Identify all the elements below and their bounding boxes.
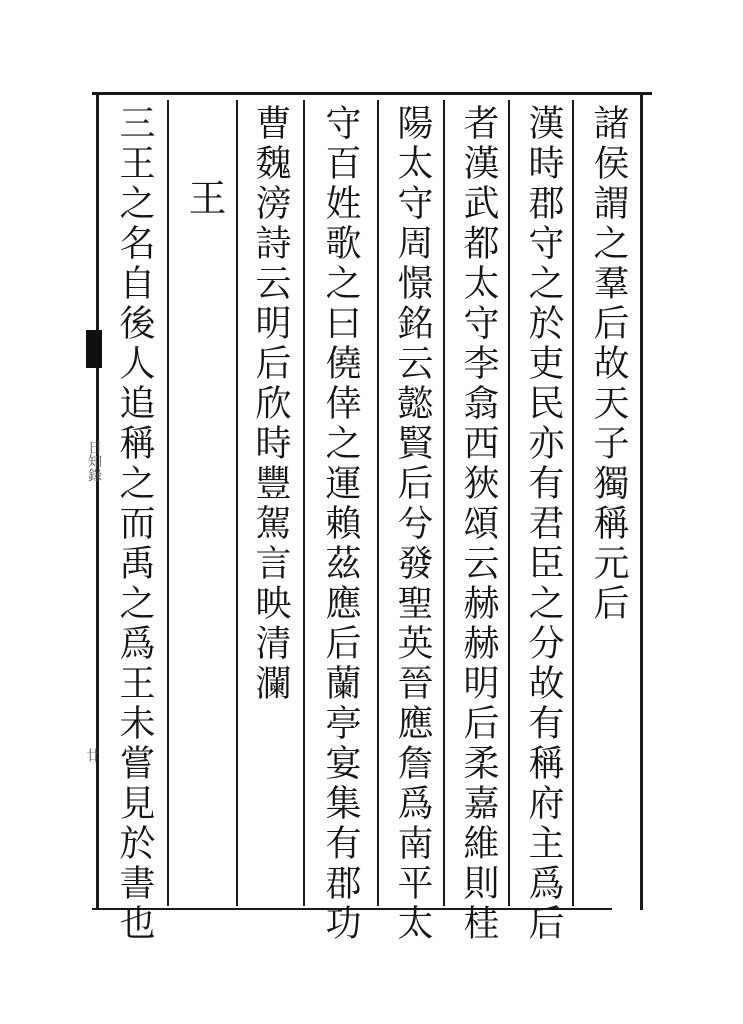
text-column-3: 者漢武都太守李翕西狹頌云赫赫明后柔嘉維則桂 xyxy=(458,104,499,944)
text-column-7: 三王之名自後人追稱之而禹之爲王未嘗見於書也 xyxy=(114,104,155,944)
fish-tail-mark xyxy=(86,330,102,368)
column-divider xyxy=(572,100,574,906)
margin-page-number: 廿 xyxy=(84,748,100,762)
section-heading: 王 xyxy=(182,178,226,216)
text-column-6: 曹魏滂詩云明后欣時豐駕言映清瀾 xyxy=(250,104,291,704)
column-divider xyxy=(236,100,238,906)
column-divider xyxy=(377,100,379,906)
text-column-4: 陽太守周憬銘云懿賢后兮發聖英晉應詹爲南平太 xyxy=(392,104,433,944)
column-divider xyxy=(508,100,510,906)
text-column-5: 守百姓歌之曰僥倖之運賴茲應后蘭亭宴集有郡功 xyxy=(320,104,361,944)
text-column-1: 諸侯謂之羣后故天子獨稱元后 xyxy=(588,104,629,624)
text-column-2: 漢時郡守之於吏民亦有君臣之分故有稱府主爲后 xyxy=(523,104,564,944)
column-divider xyxy=(443,100,445,906)
left-border-rule xyxy=(96,95,99,910)
right-border-rule xyxy=(640,95,643,910)
top-border-rule xyxy=(92,92,652,95)
column-divider xyxy=(303,100,305,906)
column-divider xyxy=(167,100,169,906)
margin-book-title: 日知錄 xyxy=(86,440,102,482)
